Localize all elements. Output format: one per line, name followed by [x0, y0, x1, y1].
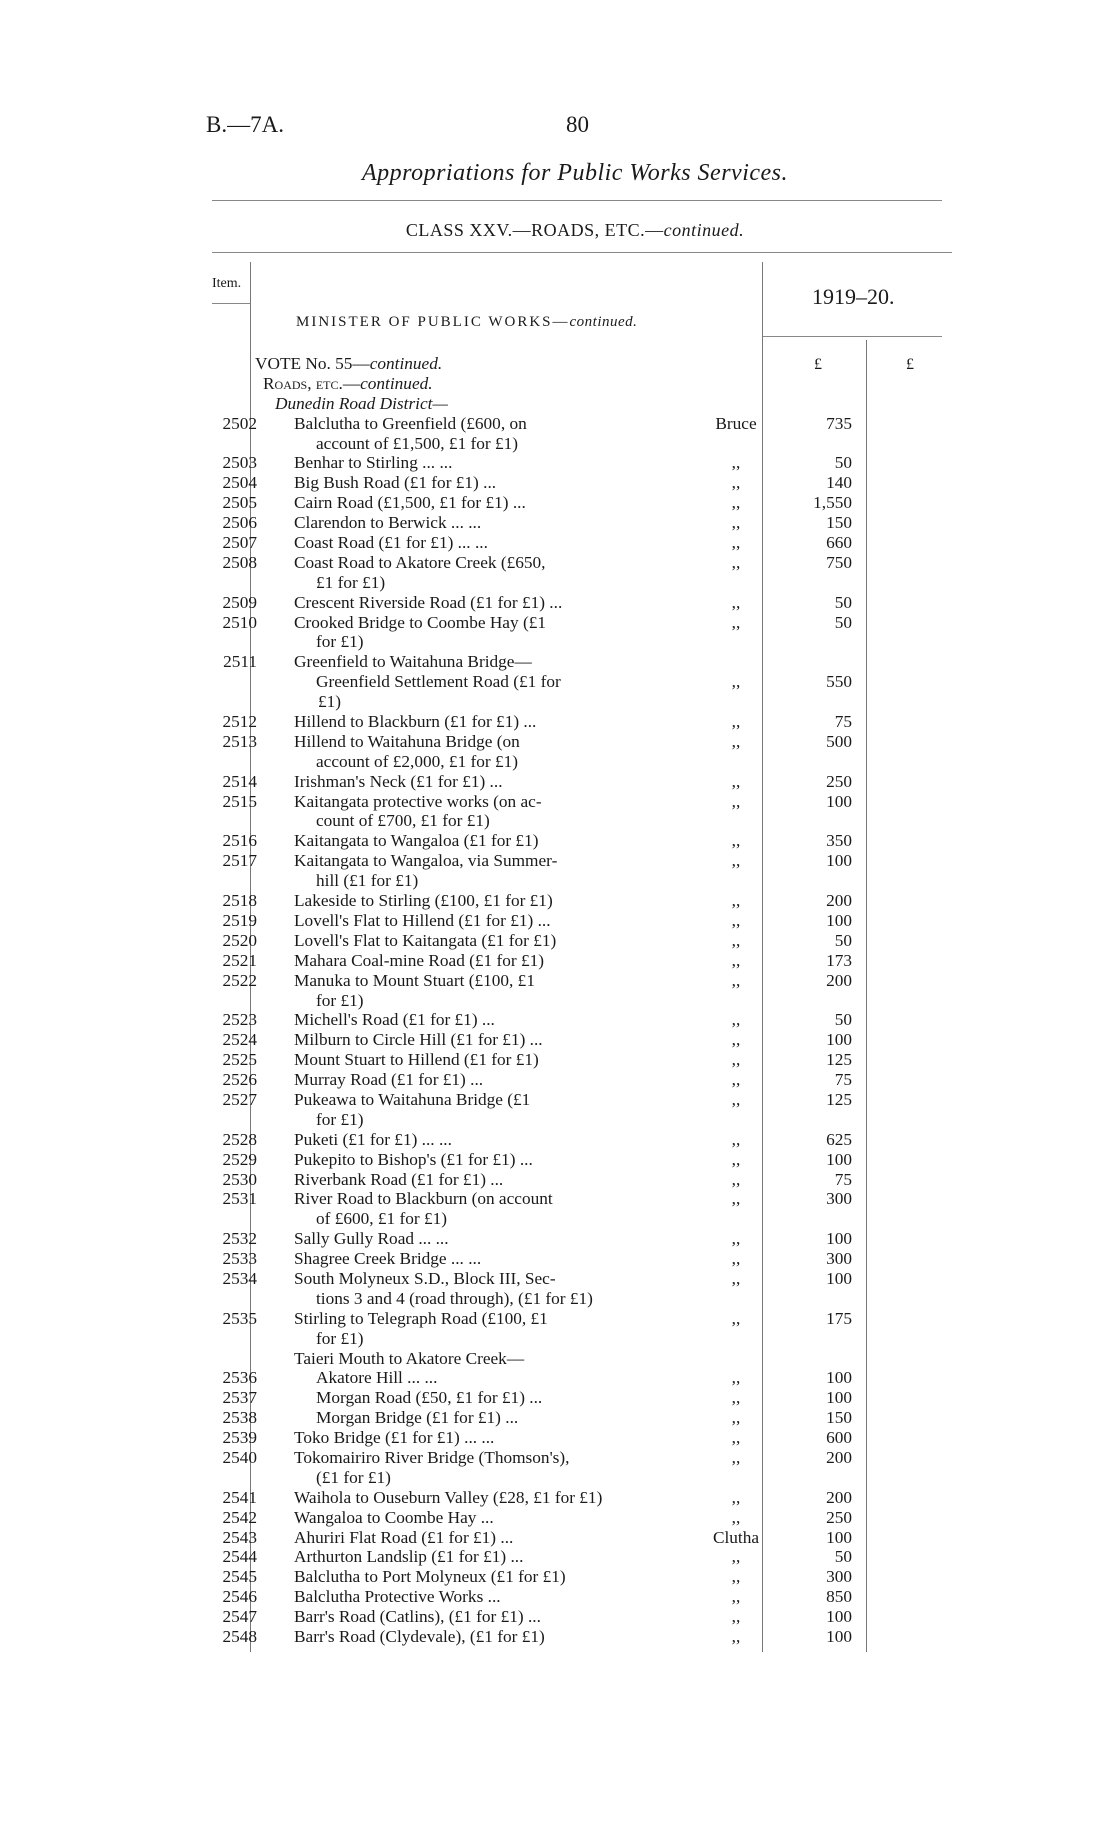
item-number: 2513: [222, 731, 257, 751]
table-row: [0, 672, 1114, 692]
amount-cell: 100: [826, 791, 852, 811]
amount-cell: 150: [826, 513, 852, 533]
year-header-rule: [762, 336, 942, 337]
table-row: [0, 1508, 1114, 1528]
table-row: [0, 1189, 1114, 1209]
item-number: 2537: [222, 1388, 257, 1408]
item-description: VOTE No. 55—continued.: [255, 354, 443, 373]
pound-header-2: £: [906, 356, 914, 373]
district-cell: ,,: [731, 1249, 741, 1269]
item-description: Balclutha to Greenfield (£600, on: [294, 413, 527, 433]
item-description: Irishman's Neck (£1 for £1) ...: [294, 771, 503, 791]
table-row: [0, 394, 1114, 414]
item-description: Roads, etc.—continued.: [263, 373, 433, 393]
item-description: Crooked Bridge to Coombe Hay (£1: [294, 612, 546, 632]
item-number: 2530: [222, 1169, 257, 1189]
table-row: [0, 712, 1114, 732]
item-number: 2535: [222, 1308, 257, 1328]
item-number: 2507: [222, 533, 257, 553]
item-number: 2516: [222, 831, 257, 851]
item-description: Ahuriri Flat Road (£1 for £1) ...: [294, 1527, 514, 1547]
amount-cell: 50: [834, 930, 852, 950]
district-cell: ,,: [731, 1567, 741, 1587]
item-description: Kaitangata protective works (on ac-: [294, 791, 542, 811]
table-row: [0, 911, 1114, 931]
item-description: Lovell's Flat to Kaitangata (£1 for £1): [294, 930, 557, 950]
item-description: Wangaloa to Coombe Hay ...: [294, 1507, 494, 1527]
amount-cell: 50: [834, 1010, 852, 1030]
table-row: [0, 871, 1114, 891]
item-number: 2539: [222, 1428, 257, 1448]
table-top-rule: [212, 252, 952, 253]
table-row: [0, 1468, 1114, 1488]
item-number: 2508: [222, 552, 257, 572]
district-cell: ,,: [731, 1149, 741, 1169]
pound-header-1: £: [814, 356, 822, 373]
amount-cell: 100: [826, 1607, 852, 1627]
item-description: Akatore Hill ... ...: [316, 1368, 438, 1388]
amount-cell: 100: [826, 1229, 852, 1249]
item-number: 2517: [222, 851, 257, 871]
item-description: count of £700, £1 for £1): [316, 811, 490, 831]
district-cell: ,,: [731, 930, 741, 950]
district-cell: ,,: [731, 1010, 741, 1030]
table-row: [0, 652, 1114, 672]
table-row: [0, 1229, 1114, 1249]
item-number: 2526: [222, 1070, 257, 1090]
item-number: 2524: [222, 1030, 257, 1050]
item-number: 2548: [222, 1627, 257, 1646]
item-description: Big Bush Road (£1 for £1) ...: [294, 473, 497, 493]
district-cell: ,,: [731, 712, 741, 732]
amount-cell: 250: [826, 771, 852, 791]
table-row: [0, 1528, 1114, 1548]
district-cell: ,,: [731, 1587, 741, 1607]
item-description: for £1): [316, 990, 364, 1010]
amount-cell: 850: [826, 1587, 852, 1607]
table-row: [0, 1607, 1114, 1627]
table-row: [0, 533, 1114, 553]
table-row: [0, 473, 1114, 493]
table-row: [0, 593, 1114, 613]
item-description: Manuka to Mount Stuart (£100, £1: [294, 970, 535, 990]
table-row: [0, 1448, 1114, 1468]
item-number: 2546: [222, 1587, 257, 1607]
item-number: 2519: [222, 910, 257, 930]
item-description: Arthurton Landslip (£1 for £1) ...: [294, 1547, 524, 1567]
table-row: [0, 792, 1114, 812]
table-row: [0, 1010, 1114, 1030]
item-description: (£1 for £1): [316, 1467, 391, 1487]
amount-cell: 625: [826, 1129, 852, 1149]
item-number: 2502: [222, 413, 257, 433]
amount-cell: 100: [826, 1268, 852, 1288]
item-number: 2515: [222, 791, 257, 811]
table-row: [0, 1428, 1114, 1448]
table-row: [0, 831, 1114, 851]
district-cell: ,,: [731, 1607, 741, 1627]
table-row: [0, 1587, 1114, 1607]
district-cell: Bruce: [715, 413, 757, 433]
class-heading-italic: continued.: [663, 220, 745, 240]
item-description: Hillend to Waitahuna Bridge (on: [294, 731, 520, 751]
item-number: 2538: [222, 1408, 257, 1428]
amount-cell: 75: [834, 1169, 852, 1189]
table-row: [0, 1030, 1114, 1050]
item-description: Barr's Road (Clydevale), (£1 for £1): [294, 1627, 545, 1646]
item-description: South Molyneux S.D., Block III, Sec-: [294, 1268, 556, 1288]
amount-cell: 300: [826, 1567, 852, 1587]
amount-cell: 125: [826, 1050, 852, 1070]
table-row: [0, 1170, 1114, 1190]
district-cell: ,,: [731, 513, 741, 533]
amount-cell: 550: [826, 672, 852, 692]
page-number: 80: [566, 112, 589, 137]
district-cell: ,,: [731, 1507, 741, 1527]
table-row: [0, 811, 1114, 831]
item-number: 2520: [222, 930, 257, 950]
district-cell: ,,: [731, 1089, 741, 1109]
item-description: Mahara Coal-mine Road (£1 for £1): [294, 950, 545, 970]
item-number: 2522: [222, 970, 257, 990]
item-description: Milburn to Circle Hill (£1 for £1) ...: [294, 1030, 543, 1050]
amount-cell: 300: [826, 1189, 852, 1209]
table-row: [0, 951, 1114, 971]
minister-heading: [296, 314, 637, 331]
item-number: 2540: [222, 1447, 257, 1467]
table-row: [0, 1150, 1114, 1170]
item-number: 2521: [222, 950, 257, 970]
district-cell: ,,: [731, 1050, 741, 1070]
item-description: £1): [318, 692, 342, 712]
amount-cell: 173: [826, 950, 852, 970]
item-description: Clarendon to Berwick ... ...: [294, 513, 482, 533]
table-row: [0, 692, 1114, 712]
item-number: 2531: [222, 1189, 257, 1209]
district-cell: ,,: [731, 453, 741, 473]
district-cell: ,,: [731, 1169, 741, 1189]
table-row: [0, 1249, 1114, 1269]
item-number: 2510: [222, 612, 257, 632]
amount-cell: 175: [826, 1308, 852, 1328]
item-number: 2547: [222, 1607, 257, 1627]
district-cell: ,,: [731, 533, 741, 553]
district-cell: ,,: [731, 970, 741, 990]
district-cell: ,,: [731, 1030, 741, 1050]
item-number: 2527: [222, 1089, 257, 1109]
table-row: [0, 1349, 1114, 1369]
district-cell: ,,: [731, 1547, 741, 1567]
class-heading: [0, 220, 1114, 241]
item-description: Michell's Road (£1 for £1) ...: [294, 1010, 495, 1030]
amount-cell: 150: [826, 1408, 852, 1428]
amount-cell: 100: [826, 851, 852, 871]
amount-cell: 1,550: [813, 493, 852, 513]
amount-cell: 735: [826, 413, 852, 433]
item-description: Lakeside to Stirling (£100, £1 for £1): [294, 891, 553, 911]
item-header-rule: [212, 303, 250, 304]
amount-cell: 100: [826, 1527, 852, 1547]
district-cell: ,,: [731, 592, 741, 612]
amount-cell: 50: [834, 592, 852, 612]
item-description: for £1): [316, 632, 364, 652]
item-description: account of £1,500, £1 for £1): [316, 433, 519, 453]
table-row: [0, 1388, 1114, 1408]
item-number: 2512: [222, 712, 257, 732]
amount-cell: 660: [826, 533, 852, 553]
item-description: Waihola to Ouseburn Valley (£28, £1 for £1): [294, 1487, 603, 1507]
table-row: [0, 1368, 1114, 1388]
item-number: 2509: [222, 592, 257, 612]
item-number: 2528: [222, 1129, 257, 1149]
item-description: Barr's Road (Catlins), (£1 for £1) ...: [294, 1607, 541, 1627]
table-row: [0, 434, 1114, 454]
item-description: Pukepito to Bishop's (£1 for £1) ...: [294, 1149, 533, 1169]
item-description: £1 for £1): [316, 572, 386, 592]
amount-cell: 200: [826, 1447, 852, 1467]
amount-cell: 100: [826, 1368, 852, 1388]
item-description: tions 3 and 4 (road through), (£1 for £1): [316, 1288, 593, 1308]
district-cell: ,,: [731, 1428, 741, 1448]
table-row: [0, 414, 1114, 434]
item-number: 2542: [222, 1507, 257, 1527]
item-number: 2504: [222, 473, 257, 493]
table-row: [0, 851, 1114, 871]
item-description: Kaitangata to Wangaloa, via Summer-: [294, 851, 558, 871]
table-row: [0, 752, 1114, 772]
table-row: [0, 1567, 1114, 1587]
table-row: [0, 513, 1114, 533]
item-description: Greenfield Settlement Road (£1 for: [316, 672, 561, 692]
table-row: [0, 991, 1114, 1011]
table-row: [0, 1329, 1114, 1349]
item-description: Dunedin Road District—: [275, 393, 448, 413]
amount-cell: 100: [826, 1388, 852, 1408]
table-row: [0, 1488, 1114, 1508]
district-cell: ,,: [731, 473, 741, 493]
district-cell: ,,: [731, 1268, 741, 1288]
item-description: River Road to Blackburn (on account: [294, 1189, 553, 1209]
table-row: [0, 573, 1114, 593]
item-number: 2518: [222, 891, 257, 911]
item-description: Lovell's Flat to Hillend (£1 for £1) ...: [294, 910, 551, 930]
table-row: [0, 374, 1114, 394]
district-cell: ,,: [731, 1447, 741, 1467]
item-description: Stirling to Telegraph Road (£100, £1: [294, 1308, 548, 1328]
district-cell: ,,: [731, 1408, 741, 1428]
item-description: Kaitangata to Wangaloa (£1 for £1): [294, 831, 539, 851]
item-description: Mount Stuart to Hillend (£1 for £1): [294, 1050, 539, 1070]
table-row: [0, 453, 1114, 473]
amount-cell: 100: [826, 1149, 852, 1169]
table-row: [0, 1309, 1114, 1329]
amount-cell: 100: [826, 1030, 852, 1050]
amount-cell: 75: [834, 1070, 852, 1090]
item-number: 2536: [222, 1368, 257, 1388]
item-description: Cairn Road (£1,500, £1 for £1) ...: [294, 493, 526, 513]
item-description: Morgan Bridge (£1 for £1) ...: [316, 1408, 519, 1428]
table-row: [0, 1110, 1114, 1130]
item-description: for £1): [316, 1109, 364, 1129]
district-cell: ,,: [731, 1487, 741, 1507]
item-number: 2523: [222, 1010, 257, 1030]
item-description: Benhar to Stirling ... ...: [294, 453, 453, 473]
table-row: [0, 632, 1114, 652]
item-number: 2541: [222, 1487, 257, 1507]
item-number: 2544: [222, 1547, 257, 1567]
amount-cell: 100: [826, 910, 852, 930]
district-cell: ,,: [731, 771, 741, 791]
amount-cell: 350: [826, 831, 852, 851]
year-column-header: 1919–20.: [812, 284, 895, 309]
item-description: Shagree Creek Bridge ... ...: [294, 1249, 482, 1269]
item-number: 2525: [222, 1050, 257, 1070]
item-description: Riverbank Road (£1 for £1) ...: [294, 1169, 504, 1189]
amount-cell: 140: [826, 473, 852, 493]
district-cell: ,,: [731, 552, 741, 572]
item-description: Morgan Road (£50, £1 for £1) ...: [316, 1388, 543, 1408]
table-row: [0, 493, 1114, 513]
district-cell: ,,: [731, 791, 741, 811]
item-description: for £1): [316, 1328, 364, 1348]
item-description: Coast Road to Akatore Creek (£650,: [294, 552, 546, 572]
district-cell: ,,: [731, 1070, 741, 1090]
minister-heading-main: MINISTER OF PUBLIC WORKS—: [296, 314, 570, 330]
item-number: 2506: [222, 513, 257, 533]
district-cell: ,,: [731, 1388, 741, 1408]
document-code: B.—7A.: [206, 112, 284, 137]
item-description: Sally Gully Road ... ...: [294, 1229, 449, 1249]
table-row: [0, 931, 1114, 951]
item-number: 2529: [222, 1149, 257, 1169]
amount-cell: 50: [834, 453, 852, 473]
item-number: 2545: [222, 1567, 257, 1587]
district-cell: ,,: [731, 891, 741, 911]
amount-cell: 200: [826, 970, 852, 990]
district-cell: ,,: [731, 1368, 741, 1388]
item-number: 2514: [222, 771, 257, 791]
class-heading-main: CLASS XXV.—ROADS, ETC.—: [405, 220, 664, 240]
district-cell: ,,: [731, 1627, 741, 1646]
table-row: [0, 1130, 1114, 1150]
district-cell: Clutha: [712, 1527, 760, 1547]
table-row: [0, 732, 1114, 752]
amount-cell: 300: [826, 1249, 852, 1269]
district-cell: ,,: [731, 672, 741, 692]
amount-cell: 750: [826, 552, 852, 572]
table-row: [0, 1090, 1114, 1110]
table-row: [0, 1289, 1114, 1309]
item-number: 2534: [222, 1268, 257, 1288]
amount-cell: 200: [826, 891, 852, 911]
item-number: 2543: [222, 1527, 257, 1547]
amount-cell: 50: [834, 612, 852, 632]
table-row: [0, 1547, 1114, 1567]
amount-cell: 600: [826, 1428, 852, 1448]
item-description: Balclutha Protective Works ...: [294, 1587, 501, 1607]
district-cell: ,,: [731, 1229, 741, 1249]
item-number: 2511: [223, 652, 257, 672]
table-row: [0, 891, 1114, 911]
item-description: Hillend to Blackburn (£1 for £1) ...: [294, 712, 537, 732]
district-cell: ,,: [731, 1129, 741, 1149]
item-number: 2533: [222, 1249, 257, 1269]
item-number: 2505: [222, 493, 257, 513]
table-row: [0, 1408, 1114, 1428]
item-description: Puketi (£1 for £1) ... ...: [294, 1129, 452, 1149]
table-row: [0, 354, 1114, 374]
item-column-header: Item.: [212, 276, 242, 291]
appropriations-table: [0, 354, 1114, 1647]
amount-cell: 125: [826, 1089, 852, 1109]
item-description: Toko Bridge (£1 for £1) ... ...: [294, 1428, 495, 1448]
district-cell: ,,: [731, 731, 741, 751]
table-row: [0, 553, 1114, 573]
table-row: [0, 1269, 1114, 1289]
amount-cell: 100: [826, 1627, 852, 1646]
minister-heading-italic: continued.: [569, 314, 638, 330]
item-description: Crescent Riverside Road (£1 for £1) ...: [294, 592, 563, 612]
item-description: Taieri Mouth to Akatore Creek—: [294, 1348, 525, 1368]
district-cell: ,,: [731, 1189, 741, 1209]
amount-cell: 250: [826, 1507, 852, 1527]
item-description: Tokomairiro River Bridge (Thomson's),: [294, 1447, 570, 1467]
district-cell: ,,: [731, 1308, 741, 1328]
district-cell: ,,: [731, 493, 741, 513]
district-cell: ,,: [731, 851, 741, 871]
table-row: [0, 1070, 1114, 1090]
table-row: [0, 613, 1114, 633]
amount-cell: 75: [834, 712, 852, 732]
table-row: [0, 1627, 1114, 1647]
table-row: [0, 772, 1114, 792]
item-description: Murray Road (£1 for £1) ...: [294, 1070, 484, 1090]
district-cell: ,,: [731, 950, 741, 970]
amount-cell: 50: [834, 1547, 852, 1567]
item-description: hill (£1 for £1): [316, 871, 419, 891]
amount-cell: 500: [826, 731, 852, 751]
item-number: 2532: [222, 1229, 257, 1249]
district-cell: ,,: [731, 910, 741, 930]
district-cell: ,,: [731, 831, 741, 851]
item-description: Greenfield to Waitahuna Bridge—: [294, 652, 532, 672]
item-number: 2503: [222, 453, 257, 473]
table-row: [0, 1209, 1114, 1229]
page-title: Appropriations for Public Works Services.: [361, 160, 789, 186]
item-description: Pukeawa to Waitahuna Bridge (£1: [294, 1089, 531, 1109]
item-description: account of £2,000, £1 for £1): [316, 751, 519, 771]
title-rule: [212, 200, 942, 201]
item-description: Coast Road (£1 for £1) ... ...: [294, 533, 488, 553]
district-cell: ,,: [731, 612, 741, 632]
amount-cell: 200: [826, 1487, 852, 1507]
item-description: Balclutha to Port Molyneux (£1 for £1): [294, 1567, 566, 1587]
table-row: [0, 1050, 1114, 1070]
table-row: [0, 971, 1114, 991]
item-description: of £600, £1 for £1): [316, 1209, 448, 1229]
